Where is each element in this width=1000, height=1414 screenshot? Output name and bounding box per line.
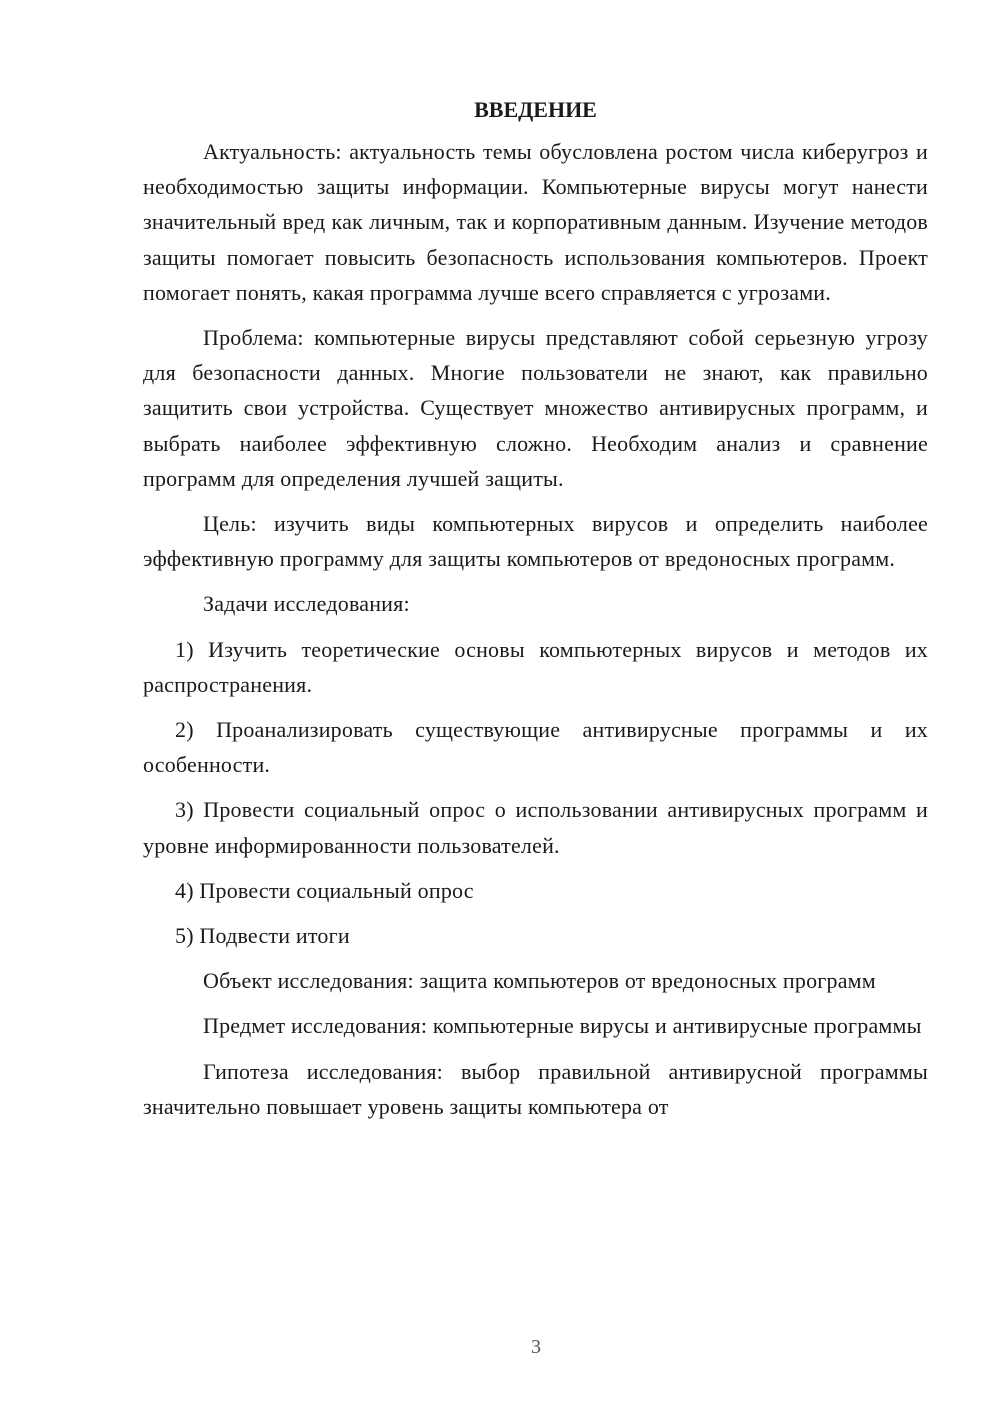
task-item: 1) Изучить теоретические основы компьютерных вирусов и методов их распространения. bbox=[143, 636, 928, 697]
task-item: 2) Проанализировать существующие антивирусные программы и их особенности. bbox=[143, 717, 928, 778]
page-number: 3 bbox=[531, 1336, 541, 1358]
section-heading: ВВЕДЕНИЕ bbox=[474, 97, 597, 122]
paragraph-problem: Проблема: компьютерные вирусы представляют собой серьезную угрозу для безопасности данных. Многие пользователи не знают, как правильно защитить свои устройства. Существует множество антивирусных программ, и выбрать наиболее эффективную сложно. Необходим анализ и сравнение программ для определения лучшей защиты. bbox=[143, 325, 928, 491]
page-content bbox=[143, 92, 928, 1134]
paragraph-hypothesis: Гипотеза исследования: выбор правильной антивирусной программы значительно повышает уровень защиты компьютера от bbox=[143, 1058, 928, 1119]
paragraph-relevance: Актуальность: актуальность темы обусловлена ростом числа киберугроз и необходимостью защиты информации. Компьютерные вирусы могут нанести значительный вред как личным, так и корпоративным данным. Изучение методов защиты помогает повысить безопасность использования компьютеров. Проект помогает понять, какая программа лучше всего справляется с угрозами. bbox=[143, 139, 928, 305]
paragraph-subject: Предмет исследования: компьютерные вирусы и антивирусные программы bbox=[203, 1013, 922, 1039]
paragraph-tasks-intro: Задачи исследования: bbox=[203, 591, 410, 617]
task-item: 5) Подвести итоги bbox=[175, 923, 350, 949]
paragraph-object: Объект исследования: защита компьютеров от вредоносных программ bbox=[203, 968, 876, 994]
task-item: 3) Провести социальный опрос о использовании антивирусных программ и уровне информированности пользователей. bbox=[143, 797, 928, 858]
task-item: 4) Провести социальный опрос bbox=[175, 877, 474, 903]
paragraph-goal: Цель: изучить виды компьютерных вирусов и определить наиболее эффективную программу для защиты компьютеров от вредоносных программ. bbox=[143, 511, 928, 572]
